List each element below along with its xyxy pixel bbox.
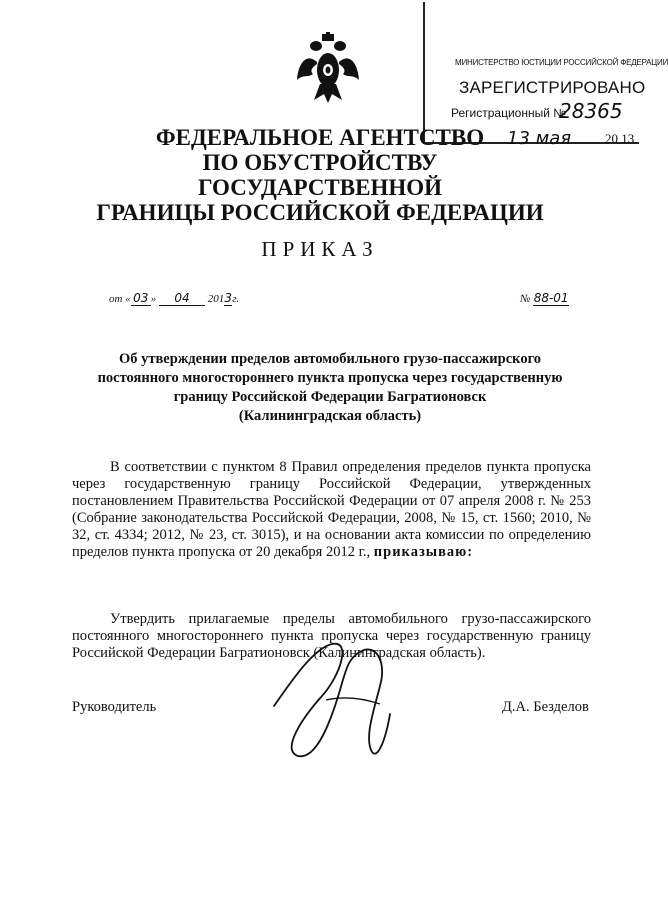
number-prefix: № <box>520 293 531 305</box>
order-subject <box>95 350 565 426</box>
coat-of-arms-emblem <box>296 34 360 104</box>
preamble-text: В соответствии с пунктом 8 Правил определения пределов пункта пропуска через государственную границу Российской Федерации, утвержденных постановлением Правительства Российской Федерации от 07 апреля 2008 г. № 253 (Собрание законодательства Российской Федерации, 2008, № 15, ст. 1560; 2010, № 32, ст. 4334; 2012, № 23, ст. 3015), и на основании акта комиссии по определению пределов пункта пропуска от 20 декабря 2012 г., <box>72 459 591 560</box>
number-value: 88-01 <box>533 291 569 305</box>
date-month: 04 <box>159 291 205 306</box>
registration-stamp <box>423 2 668 149</box>
order-number <box>520 291 569 306</box>
subject-line: (Калининградская область) <box>238 408 422 424</box>
date-mid: » <box>150 293 157 305</box>
stamp-number: 28365 <box>559 99 623 123</box>
preamble-paragraph <box>72 459 591 561</box>
agency-line: ПО ОБУСТРОЙСТВУ ГОСУДАРСТВЕННОЙ <box>197 150 443 200</box>
order-paragraph: Утвердить прилагаемые пределы автомобильного грузо-пассажирского постоянного многостороннего пункта пропуска через государственную границу Российской Федерации Багратионовск (Калининградская область). <box>72 611 591 661</box>
subject-line: постоянного многостороннего пункта пропуска через государственную <box>97 370 563 386</box>
date-prefix: от « <box>109 293 131 305</box>
stamp-registered: ЗАРЕГИСТРИРОВАНО <box>459 78 646 97</box>
agency-line: ГРАНИЦЫ РОССИЙСКОЙ ФЕДЕРАЦИИ <box>96 200 544 225</box>
subject-line: границу Российской Федерации Багратионовск <box>173 389 487 405</box>
order-date <box>109 291 239 306</box>
stamp-date: 13 мая <box>507 128 572 149</box>
date-year-digit: 3 <box>224 291 233 305</box>
agency-line: ФЕДЕРАЛЬНОЕ АГЕНТСТВО <box>155 125 485 150</box>
signer-title: Руководитель <box>72 699 157 715</box>
subject-line: Об утверждении пределов автомобильного грузо-пассажирского <box>118 351 542 367</box>
handwritten-signature <box>268 640 413 760</box>
date-day: 03 <box>131 291 151 306</box>
agency-name <box>80 125 560 225</box>
signer-name: Д.А. Безделов <box>502 699 589 715</box>
stamp-ministry: МИНИСТЕРСТВО ЮСТИЦИИ РОССИЙСКОЙ ФЕДЕРАЦИИ <box>455 58 668 67</box>
stamp-year: 20 13 <box>605 131 635 146</box>
order-word: приказываю: <box>373 544 474 560</box>
date-suffix: г. <box>232 293 240 305</box>
document-type: ПРИКАЗ <box>261 237 379 261</box>
stamp-number-label: Регистрационный № <box>451 106 567 120</box>
date-year-prefix: 201 <box>207 293 225 305</box>
